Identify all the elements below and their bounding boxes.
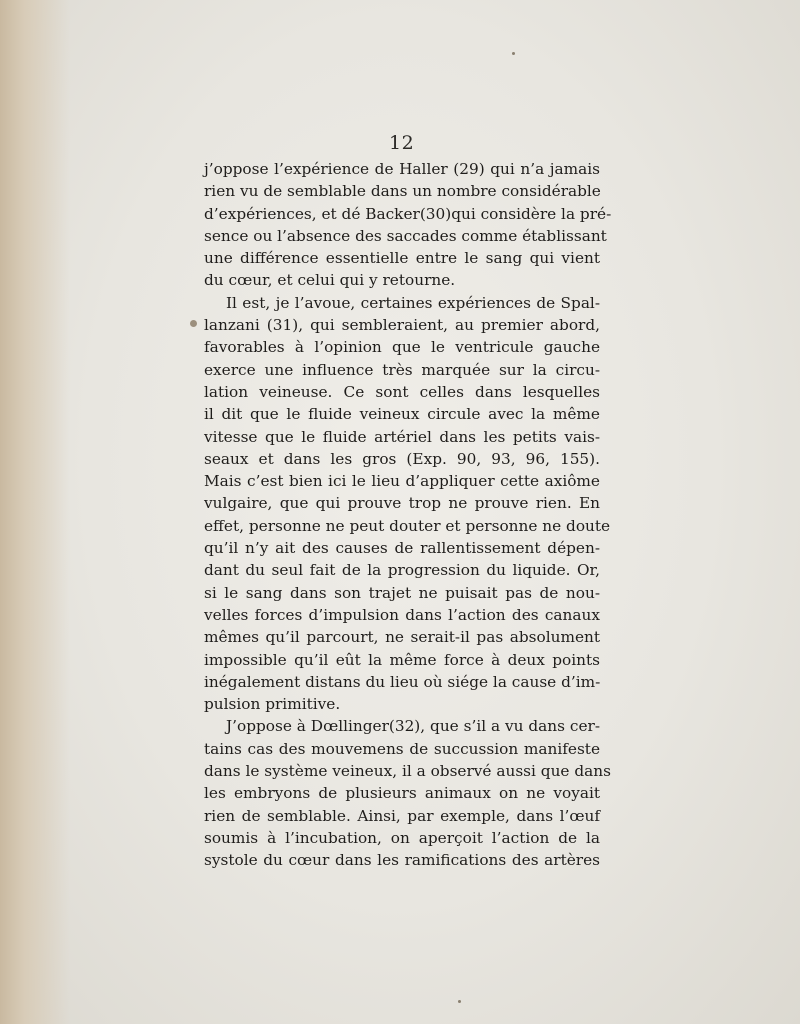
text-line: lanzani (31), qui sembleraient, au premier abord, xyxy=(204,316,600,335)
text-line: d’expériences, et dé Backer(30)qui considère la pré- xyxy=(204,204,612,223)
text-line: les embryons de plusieurs animaux on ne voyait xyxy=(204,784,600,803)
text-line: pulsion primitive. xyxy=(204,695,341,714)
text-line: tains cas des mouvemens de succussion manifeste xyxy=(204,739,600,758)
text-line: dans le système veineux, il a observé aussi que dans xyxy=(204,762,611,781)
text-line: vulgaire, que qui prouve trop ne prouve rien. En xyxy=(204,494,600,513)
text-line: sence ou l’absence des saccades comme établissant xyxy=(204,226,607,245)
text-line: favorables à l’opinion que le ventricule gauche xyxy=(204,338,600,357)
text-line: seaux et dans les gros (Exp. 90, 93, 96, 155). xyxy=(204,449,600,468)
text-line: j’oppose l’expérience de Haller (29) qui n’a jamais xyxy=(204,160,600,178)
ink-spot xyxy=(190,320,197,327)
text-line: velles forces d’impulsion dans l’action des canaux xyxy=(204,605,600,624)
text-line: rien de semblable. Ainsi, par exemple, dans l’œuf xyxy=(204,806,600,825)
text-line: lation veineuse. Ce sont celles dans lesquelles xyxy=(204,382,600,401)
text-line: qu’il n’y ait des causes de rallentissement dépen- xyxy=(204,539,600,558)
text-line: une différence essentielle entre le sang qui vient xyxy=(204,249,600,268)
ink-spot xyxy=(458,1000,461,1003)
text-line: il dit que le fluide veineux circule avec la même xyxy=(204,405,600,424)
body-text xyxy=(204,158,612,872)
text-line: si le sang dans son trajet ne puisait pas de nou- xyxy=(204,583,600,602)
text-line: J’oppose à Dœllinger(32), que s’il a vu dans cer- xyxy=(226,717,600,736)
text-line: inégalement distans du lieu où siége la cause d’im- xyxy=(204,672,601,691)
text-line: vitesse que le fluide artériel dans les petits vais- xyxy=(204,427,600,446)
text-line: systole du cœur dans les ramifications des artères xyxy=(204,851,600,870)
page-number: 12 xyxy=(389,132,415,154)
text-line: Mais c’est bien ici le lieu d’appliquer cette axiôme xyxy=(204,472,600,491)
text-line: exerce une influence très marquée sur la circu- xyxy=(204,360,600,379)
text-line: dant du seul fait de la progression du liquide. Or, xyxy=(204,561,600,580)
text-line: du cœur, et celui qui y retourne. xyxy=(204,271,456,290)
text-line: effet, personne ne peut douter et personne ne doute xyxy=(204,516,611,535)
text-line: mêmes qu’il parcourt, ne serait-il pas absolument xyxy=(204,628,600,647)
text-line: Il est, je l’avoue, certaines expériences de Spal- xyxy=(226,293,600,312)
text-line: soumis à l’incubation, on aperçoit l’action de la xyxy=(204,828,600,847)
text-line: rien vu de semblable dans un nombre considérable xyxy=(204,182,601,201)
text-line: impossible qu’il eût la même force à deux points xyxy=(204,650,600,669)
page-edge-shadow xyxy=(0,0,70,1024)
ink-spot xyxy=(512,52,515,55)
